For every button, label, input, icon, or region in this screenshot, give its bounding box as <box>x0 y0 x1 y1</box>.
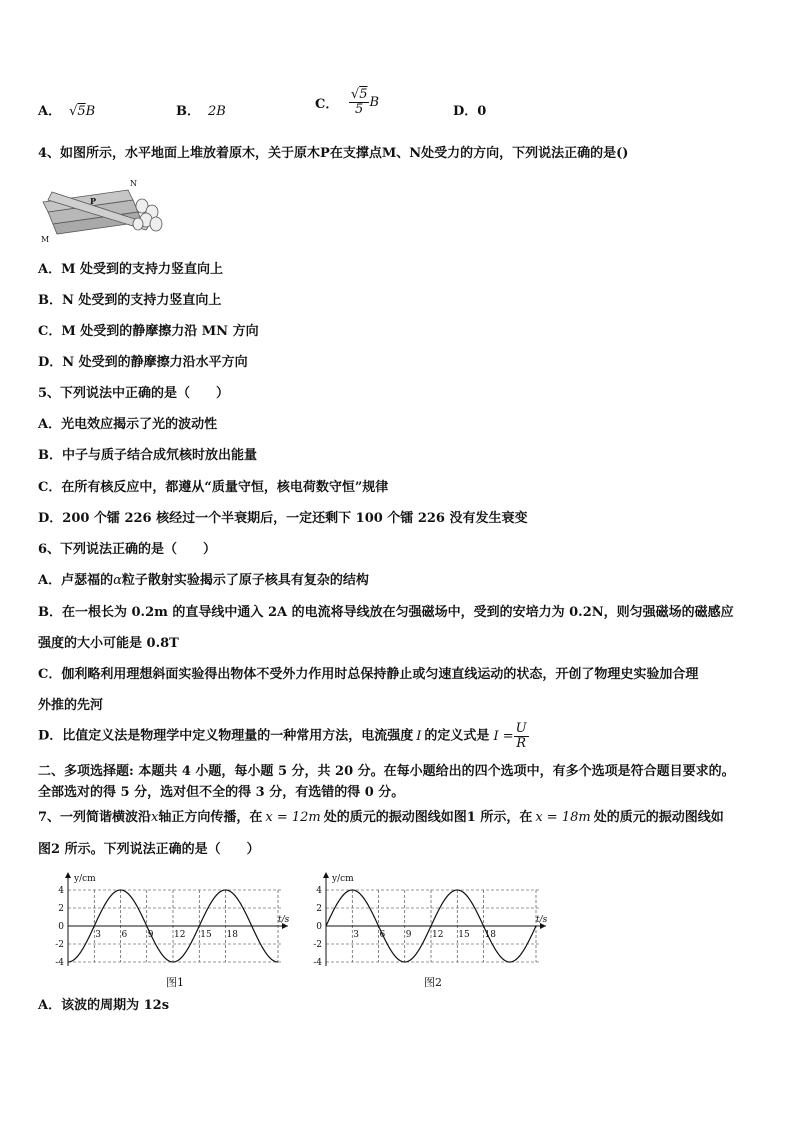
chart-2-caption: 图2 <box>424 976 442 989</box>
x-tick-label: 18 <box>226 930 238 940</box>
q6-option-c-line2: 外推的先河 <box>38 698 104 713</box>
y-axis-arrow <box>65 872 71 878</box>
y-axis-label: y/cm <box>74 874 96 884</box>
q5-option-a: A．光电效应揭示了光的波动性 <box>38 417 218 432</box>
q3-option-c: C． $\frac{√5}{5}$ B <box>315 87 380 117</box>
q7-stem-line2: 图2 所示。下列说法正确的是（ ） <box>38 842 260 857</box>
q5-stem: 5、下列说法中正确的是（ ） <box>38 386 230 401</box>
x-tick-label: 9 <box>147 930 154 940</box>
q7-option-a: A．该波的周期为 12s <box>38 998 170 1013</box>
label-p: P <box>90 196 97 206</box>
q6-option-a: A．卢瑟福的α粒子散射实验揭示了原子核具有复杂的结构 <box>38 573 369 588</box>
section2-line1: 二、多项选择题: 本题共 4 小题，每小题 5 分，共 20 分。在每小题给出的四个选项中，有多个选项是符合题目要求的。 <box>38 764 735 779</box>
y-tick-label: 0 <box>58 922 64 932</box>
y-tick-label: -2 <box>313 940 322 950</box>
q4-option-d: D．N 处受到的静摩擦力沿水平方向 <box>38 355 248 370</box>
x-tick-label: 9 <box>405 930 412 940</box>
label-m: M <box>41 235 50 244</box>
y-tick-label: -2 <box>55 940 64 950</box>
q7-stem-line1: 7、一列简谐横波沿x轴正方向传播，在 x = 12m 处的质元的振动图线如图1 所示，在 x = 18m 处的质元的振动图线如 <box>38 810 724 825</box>
y-tick-label: -4 <box>313 958 322 968</box>
logs-figure <box>38 172 168 244</box>
q3-option-d: D．0 <box>453 104 487 119</box>
chart-1-caption: 图1 <box>166 976 184 989</box>
q6-option-b-line1: B．在一根长为 0.2m 的直导线中通入 2A 的电流将导线放在匀强磁场中，受到的安培力为 0.2N，则匀强磁场的磁感应 <box>38 605 734 620</box>
q6-option-c-line1: C．伽利略利用理想斜面实验得出物体不受外力作用时总保持静止或匀速直线运动的状态，开创了物理史实验加合理 <box>38 667 699 682</box>
q5-option-c: C．在所有核反应中，都遵从“质量守恒，核电荷数守恒”规律 <box>38 480 389 495</box>
y-tick-label: -4 <box>55 958 64 968</box>
x-tick-label: 15 <box>200 930 212 940</box>
y-tick-label: 0 <box>316 922 322 932</box>
q5-option-d: D．200 个镭 226 核经过一个半衰期后，一定还剩下 100 个镭 226 没有发生衰变 <box>38 511 528 526</box>
vibration-chart-2 <box>306 870 576 972</box>
q4-option-a: A．M 处受到的支持力竖直向上 <box>38 262 224 277</box>
q3-option-a: A． √5B <box>38 104 96 119</box>
section2-line2: 全部选对的得 5 分，选对但不全的得 3 分，有选错的得 0 分。 <box>38 785 405 800</box>
q6-stem: 6、下列说法正确的是（ ） <box>38 542 217 557</box>
x-tick-label: 3 <box>95 930 101 940</box>
x-tick-label: 12 <box>174 930 186 940</box>
x-tick-label: 15 <box>458 930 470 940</box>
x-tick-label: 6 <box>379 930 386 940</box>
x-tick-label: 6 <box>121 930 128 940</box>
x-tick-label: 3 <box>353 930 359 940</box>
y-axis-label: y/cm <box>332 874 354 884</box>
y-axis-arrow <box>323 872 329 878</box>
q4-option-c: C．M 处受到的静摩擦力沿 MN 方向 <box>38 324 259 339</box>
label-n: N <box>130 179 137 188</box>
y-tick-label: 4 <box>316 886 322 896</box>
q4-stem: 4、如图所示，水平地面上堆放着原木，关于原木P在支撑点M、N处受力的方向，下列说法正确的是() <box>38 146 629 161</box>
q6-option-d: D．比值定义法是物理学中定义物理量的一种常用方法，电流强度 I 的定义式是 I = $\frac{U}{R}$ <box>38 721 527 751</box>
x-tick-label: 18 <box>484 930 496 940</box>
x-axis-label: t/s <box>536 915 548 925</box>
y-tick-label: 2 <box>316 904 322 914</box>
y-tick-label: 2 <box>58 904 64 914</box>
q6-option-b-line2: 强度的大小可能是 0.8T <box>38 636 179 651</box>
q4-option-b: B．N 处受到的支持力竖直向上 <box>38 293 222 308</box>
q5-option-b: B．中子与质子结合成氘核时放出能量 <box>38 448 257 463</box>
q3-option-b: B． 2B <box>176 104 226 119</box>
y-tick-label: 4 <box>58 886 64 896</box>
x-axis-label: t/s <box>278 915 290 925</box>
x-tick-label: 12 <box>432 930 444 940</box>
vibration-chart-1 <box>48 870 298 972</box>
